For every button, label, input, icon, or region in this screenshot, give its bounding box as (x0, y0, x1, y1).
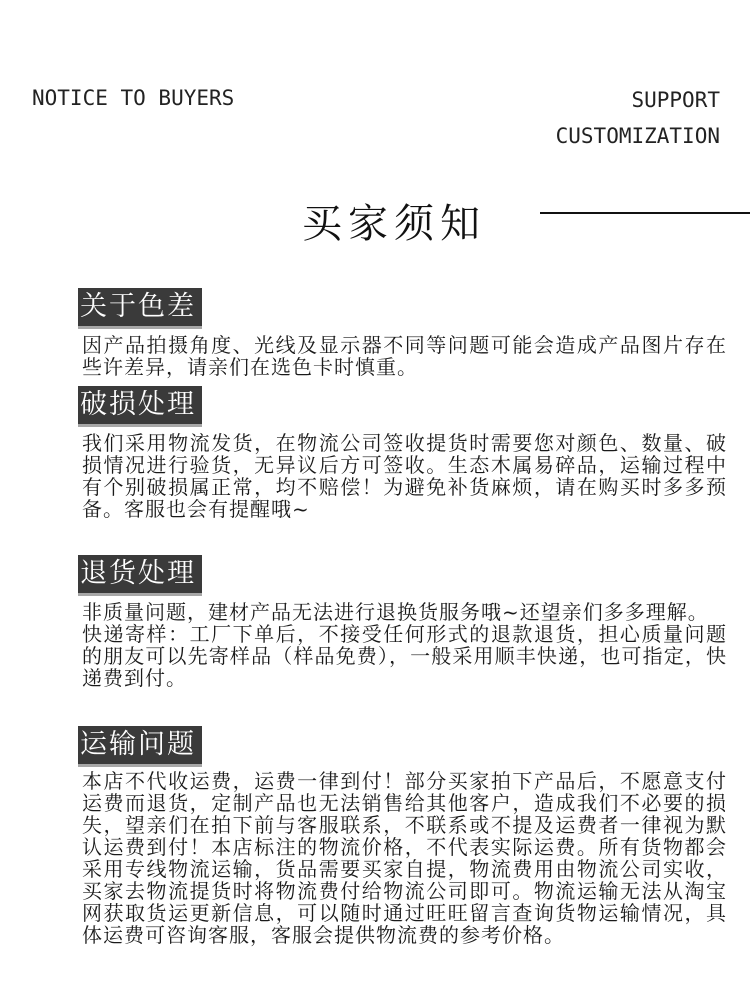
paragraph: 我们采用物流发货，在物流公司签收提货时需要您对颜色、数量、破损情况进行验货，无异议后方可签收。生态木属易碎品，运输过程中有个别破损属正常，均不赔偿！为避免补货麻烦，请在购买时多多预备。客服也会有提醒哦~ (82, 431, 727, 521)
section-heading-damage-handling: 破损处理 (78, 386, 202, 424)
title-divider (540, 212, 750, 214)
paragraph: 本店不代收运费，运费一律到付！部分买家拍下产品后，不愿意支付运费而退货，定制产品也无法销售给其他客户，造成我们不必要的损失，望亲们在拍下前与客服联系，不联系或不提及运费者一律视为默认运费到付！本店标注的物流价格，不代表实际运费。所有货物都会采用专线物流运输，货品需要买家自提，物流费用由物流公司实收，买家去物流提货时将物流费付给物流公司即可。物流运输无法从淘宝网获取货运更新信息，可以随时通过旺旺留言查询货物运输情况，具体运费可咨询客服，客服会提供物流费的参考价格。 (82, 769, 727, 947)
paragraph: 非质量问题，建材产品无法进行退换货服务哦~还望亲们多多理解。 (82, 600, 709, 624)
support-customization-label (556, 82, 720, 154)
customization-line: CUSTOMIZATION (555, 124, 720, 148)
section-heading-shipping-issues: 运输问题 (78, 726, 202, 764)
section-body-return-handling (82, 601, 727, 689)
paragraph: 因产品拍摄角度、光线及显示器不同等问题可能会造成产品图片存在些许差异，请亲们在选色卡时慎重。 (82, 333, 727, 379)
section-heading-color-difference: 关于色差 (78, 288, 202, 326)
paragraph: 快递寄样：工厂下单后，不接受任何形式的退款退货，担心质量问题的朋友可以先寄样品（样品免费），一般采用顺丰快递，也可指定，快递费到付。 (82, 622, 727, 690)
support-line: SUPPORT (631, 88, 720, 112)
section-body-shipping-issues (82, 770, 727, 946)
section-body-damage-handling (82, 432, 727, 520)
section-body-color-difference (82, 334, 727, 378)
notice-to-buyers-label: NOTICE TO BUYERS (32, 86, 235, 110)
page-title: 买家须知 (302, 201, 486, 247)
section-heading-return-handling: 退货处理 (78, 555, 202, 593)
